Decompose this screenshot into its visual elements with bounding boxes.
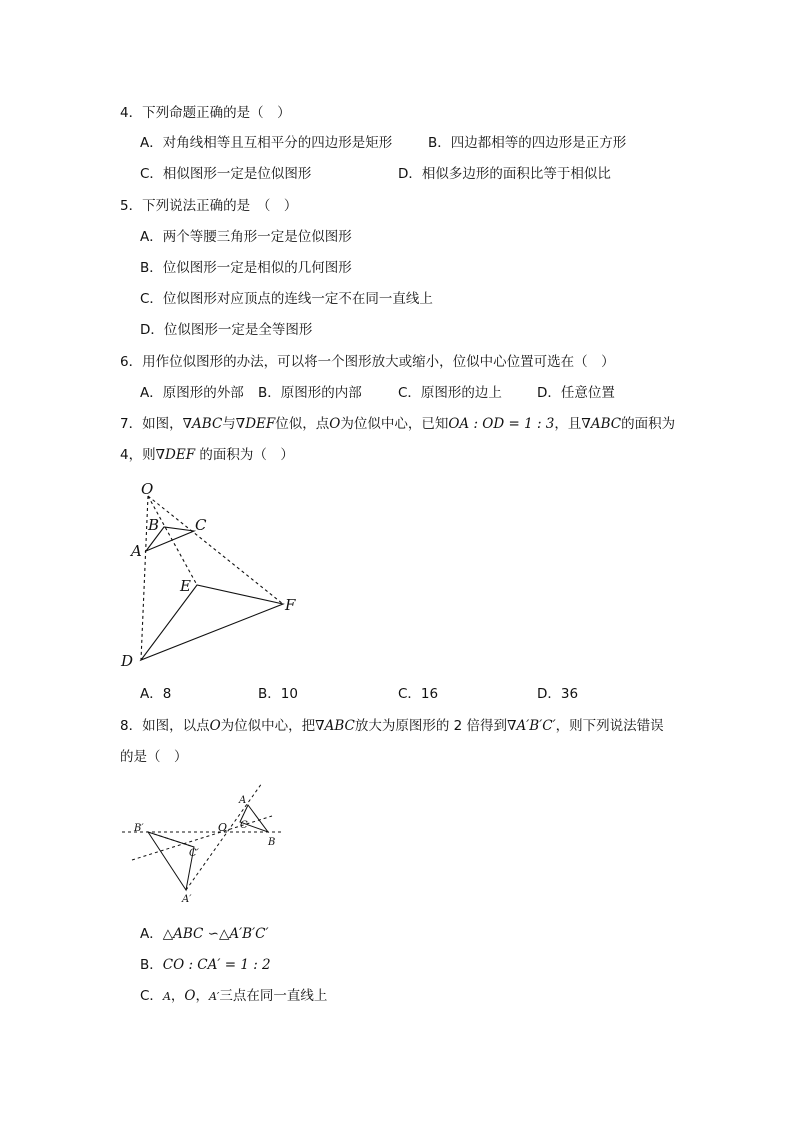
q7-option-c: C．16 — [398, 686, 439, 702]
q7-option-b: B．10 — [258, 686, 298, 702]
q7-label-b: B — [148, 516, 160, 534]
q4-stem: 4．下列命题正确的是（ ） — [120, 105, 291, 121]
q7-label-a: A — [131, 542, 142, 560]
q7-label-e: E — [180, 577, 191, 595]
q7-stem-line2: 4，则∇DEF 的面积为（ ） — [120, 447, 294, 463]
q8-option-c: C．A，O，A′三点在同一直线上 — [140, 988, 328, 1004]
q8-label-c: C — [240, 820, 248, 831]
q7-option-d: D．36 — [537, 686, 579, 702]
q5-option-a: A．两个等腰三角形一定是位似图形 — [140, 229, 352, 245]
q7-label-c: C — [195, 516, 207, 534]
q6-option-b: B．原图形的内部 — [258, 385, 362, 401]
q8-label-c-prime: C′ — [189, 848, 199, 859]
q4-option-a: A．对角线相等且互相平分的四边形是矩形 — [140, 135, 393, 151]
q8-label-b: B — [268, 837, 276, 848]
q7-label-o: O — [141, 480, 154, 498]
q8-stem-line1: 8．如图，以点O为位似中心，把∇ABC放大为原图形的 2 倍得到∇A′B′C′，则下列说法错误 — [120, 718, 664, 734]
q8-label-o: O — [218, 821, 228, 834]
q7-option-a: A．8 — [140, 686, 172, 702]
q6-option-c: C．原图形的边上 — [398, 385, 502, 401]
q5-option-b: B．位似图形一定是相似的几何图形 — [140, 260, 352, 276]
q7-label-f: F — [285, 596, 296, 614]
q8-stem-line2: 的是（ ） — [120, 749, 188, 765]
q4-option-b: B．四边都相等的四边形是正方形 — [428, 135, 627, 151]
q6-stem: 6．用作位似图形的办法，可以将一个图形放大或缩小，位似中心位置可选在（ ） — [120, 354, 615, 370]
q6-option-d: D．任意位置 — [537, 385, 615, 401]
q7-label-d: D — [121, 652, 134, 670]
q7-stem-line1: 7．如图，∇ABC与∇DEF位似，点O为位似中心，已知OA : OD = 1 : 3，且∇ABC的面积为 — [120, 416, 676, 432]
q8-label-a-prime: A′ — [182, 894, 192, 905]
q5-option-d: D．位似图形一定是全等图形 — [140, 322, 313, 338]
q8-label-b-prime: B′ — [134, 823, 144, 834]
q8-option-b: B．CO : CA′ = 1 : 2 — [140, 957, 271, 973]
q6-option-a: A．原图形的外部 — [140, 385, 244, 401]
q8-label-a: A — [239, 795, 247, 806]
q8-option-a: A．△ABC ∽△A′B′C′ — [140, 926, 269, 942]
q4-option-d: D．相似多边形的面积比等于相似比 — [398, 166, 611, 182]
q4-option-c: C．相似图形一定是位似图形 — [140, 166, 312, 182]
q5-option-c: C．位似图形对应顶点的连线一定不在同一直线上 — [140, 291, 433, 307]
q5-stem: 5．下列说法正确的是 （ ） — [120, 198, 298, 214]
